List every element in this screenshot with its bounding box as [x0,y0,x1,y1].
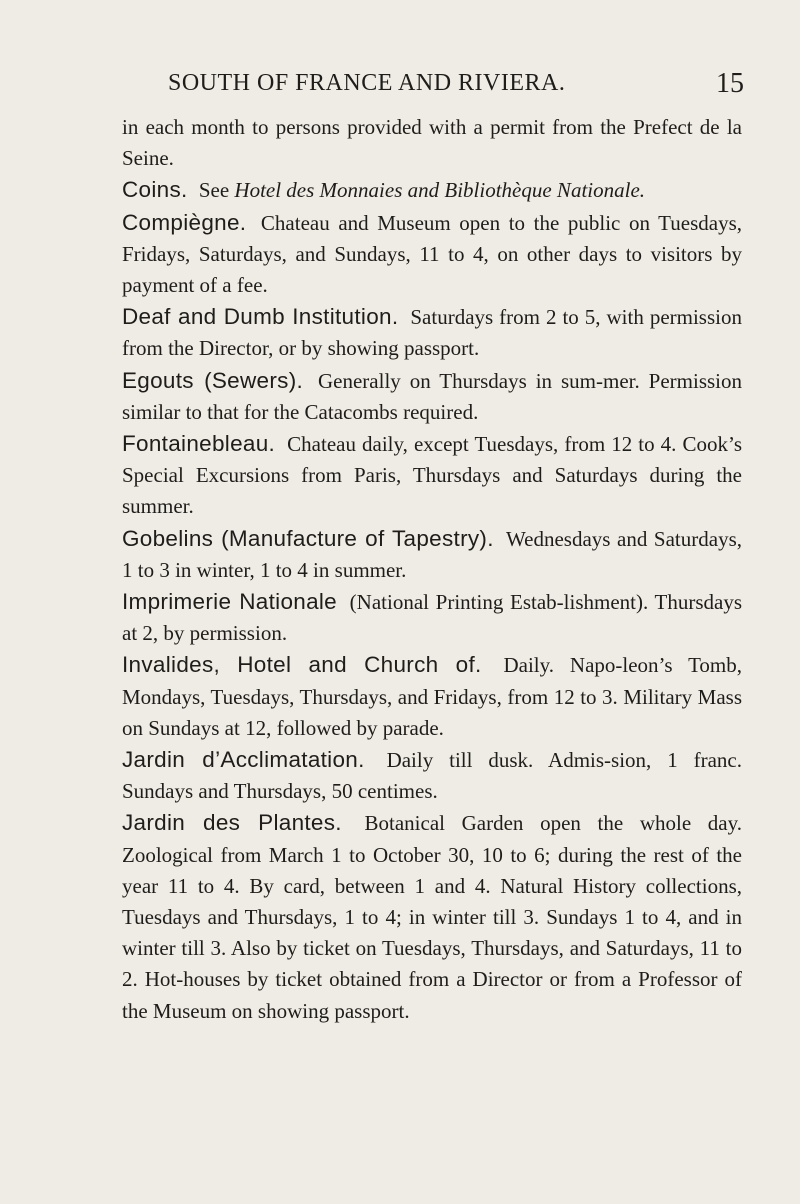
entry-compiegne [122,207,742,302]
entry-heading: Gobelins (Manufacture of Tapestry). [122,525,494,551]
entry-heading: Imprimerie Nationale [122,589,337,615]
entry-heading: Jardin d’Acclimatation. [122,747,365,773]
entry-jardin-des-plantes [122,807,742,1026]
continuation-paragraph: in each month to persons provided with a permit from the Prefect de la Seine. [122,115,742,171]
entry-heading: Invalides, Hotel and Church of. [122,652,482,678]
entry-text: See [198,178,230,203]
entry-imprimerie-nationale [122,586,742,649]
entry-text: Botanical Garden open the whole day. Zoological from March 1 to October 30, 10 to 6; during the rest of the year 11 to 4. By card, between 1 and 4. Natural History collections, Tuesdays and Thursdays, 1 to 4; in winter till 3. Sundays 1 to 4, and in winter till 3. Also by ticket on Tuesdays, Thursdays, and Saturdays, 11 to 2. Hot-houses by ticket obtained from a Director or from a Professor of the Museum on showing passport. [122,811,743,1023]
running-title: SOUTH OF FRANCE AND RIVIERA. [168,70,566,96]
entry-text: Wednesdays and Saturdays, 1 to 3 in winter, 1 to 4 in summer. [122,526,742,582]
entry-jardin-d-acclimatation [122,744,742,807]
entry-text: Chateau and Museum open to the public on Tuesdays, Fridays, Saturdays, and Sundays, 11 to 4, on other days to visitors by payment of a fee. [122,210,743,298]
entry-heading: Coins. [122,177,188,203]
entry-heading: Deaf and Dumb Institution. [122,304,399,330]
entry-text: Daily till dusk. Admis-sion, 1 franc. Sundays and Thursdays, 50 centimes. [122,748,742,804]
body-text [122,112,742,1027]
entry-deaf-and-dumb-institution [122,301,742,364]
running-head [112,70,744,104]
entry-gobelins [122,523,742,586]
entry-text: (National Printing Estab-lishment). Thursdays at 2, by permission. [122,590,742,646]
entry-text: Chateau daily, except Tuesdays, from 12 to 4. Cook’s Special Excursions from Paris, Thursdays and Saturdays during the summer. [122,432,743,519]
entry-invalides [122,649,742,744]
entry-heading: Jardin des Plantes. [122,810,342,836]
entry-fontainebleau [122,428,742,523]
page-number: 15 [716,68,744,99]
entry-text: Daily. Napo-leon’s Tomb, Mondays, Tuesdays, Thursdays, and Fridays, from 12 to 3. Military Mass on Sundays at 12, followed by parade. [122,653,743,740]
entry-egouts [122,365,742,428]
entry-heading: Compiègne. [122,209,247,235]
entry-coins [122,174,742,206]
entry-italic-reference: Hotel des Monnaies and Bibliothèque Nationale. [234,178,646,203]
entry-heading: Fontainebleau. [122,431,276,457]
entry-text: Saturdays from 2 to 5, with permission from the Director, or by showing passport. [122,305,742,361]
entry-heading: Egouts (Sewers). [122,367,304,393]
entry-text: Generally on Thursdays in sum-mer. Permission similar to that for the Catacombs required. [122,368,742,424]
